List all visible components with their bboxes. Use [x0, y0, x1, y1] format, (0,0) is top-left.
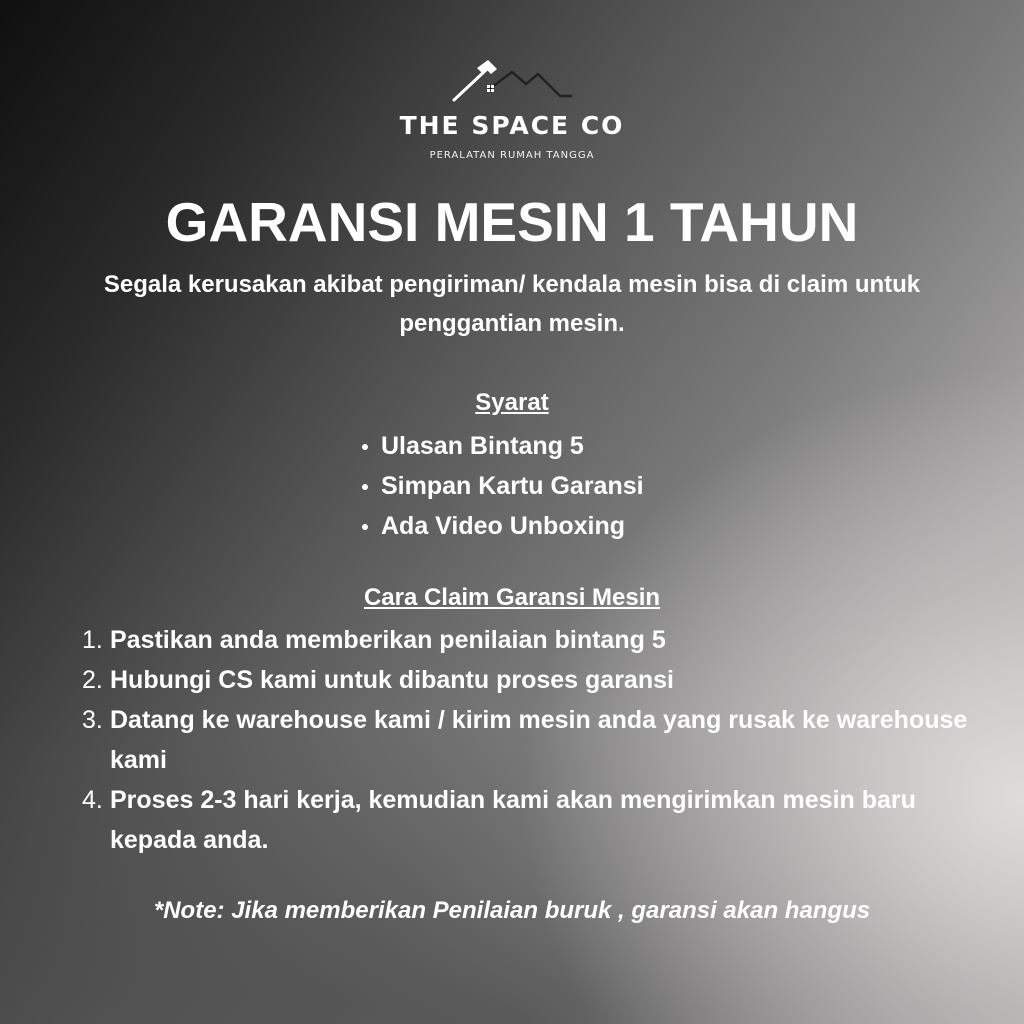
step-number: 2.	[82, 666, 103, 694]
syarat-item: Simpan Kartu Garansi	[358, 466, 644, 506]
cara-claim-heading: Cara Claim Garansi Mesin	[363, 584, 661, 611]
brand-logo	[0, 58, 1024, 170]
syarat-item: Ada Video Unboxing	[358, 506, 644, 546]
step-text: Datang ke warehouse kami / kirim mesin anda yang rusak ke warehouse kami	[110, 706, 968, 774]
step-number: 4.	[82, 786, 103, 814]
claim-step	[78, 700, 978, 780]
claim-step	[78, 660, 978, 700]
claim-steps-list	[78, 620, 978, 860]
syarat-list	[358, 426, 644, 546]
warranty-note: *Note: Jika memberikan Penilaian buruk , garansi akan hangus	[153, 897, 871, 924]
claim-step	[78, 620, 978, 660]
claim-step	[78, 780, 978, 860]
step-text: Hubungi CS kami untuk dibantu proses garansi	[110, 666, 674, 694]
step-number: 3.	[82, 706, 103, 734]
syarat-item: Ulasan Bintang 5	[358, 426, 644, 466]
step-text: Pastikan anda memberikan penilaian bintang 5	[110, 626, 666, 654]
intro-text: Segala kerusakan akibat pengiriman/ kendala mesin bisa di claim untuk penggantian mesin.	[103, 271, 921, 337]
brand-name: THE SPACE CO	[399, 111, 625, 140]
step-number: 1.	[82, 626, 103, 654]
page-title: GARANSI MESIN 1 TAHUN	[165, 191, 859, 253]
brand-tagline: PERALATAN RUMAH TANGGA	[429, 150, 595, 161]
house-roof-with-hammer-icon	[444, 58, 580, 104]
step-text: Proses 2-3 hari kerja, kemudian kami akan mengirimkan mesin baru kepada anda.	[110, 786, 916, 854]
syarat-heading: Syarat	[475, 389, 549, 416]
